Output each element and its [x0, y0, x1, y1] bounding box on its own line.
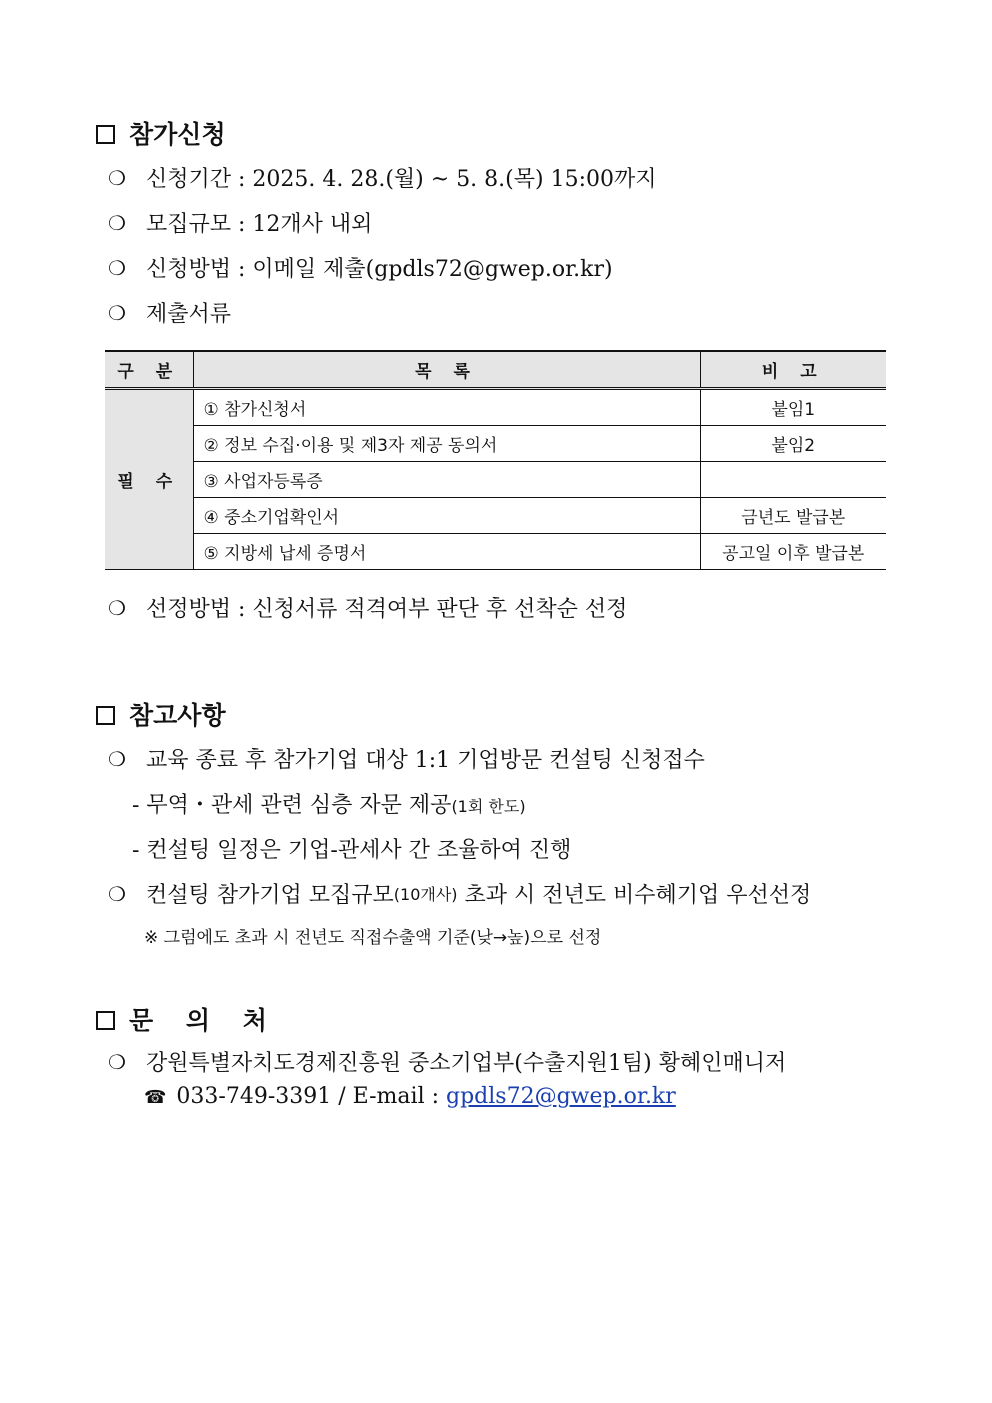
circle-bullet-icon: ❍ [108, 255, 126, 280]
selection-method: ❍ 선정방법 : 신청서류 적격여부 판단 후 선착순 선정 [108, 595, 628, 622]
row-item: ③ 사업자등록증 [193, 462, 700, 498]
circle-bullet-icon: ❍ [108, 300, 126, 325]
table-row [105, 426, 886, 462]
apply-period: ❍ 신청기간 : 2025. 4. 28.(월) ~ 5. 8.(목) 15:00까지 [108, 165, 657, 192]
header-note: 비 고 [700, 351, 886, 389]
table-row [105, 534, 886, 570]
reference-dash-1: - 무역・관세 관련 심층 자문 제공(1회 한도) [132, 793, 526, 818]
row-item: ② 정보 수집·이용 및 제3자 제공 동의서 [193, 426, 700, 462]
section-title-reference: 참고사항 [96, 696, 226, 732]
circle-bullet-icon: ❍ [108, 1049, 126, 1074]
category-required: 필 수 [105, 389, 193, 570]
table-row [105, 389, 886, 426]
section-title-apply: 참가신청 [96, 115, 226, 151]
row-item: ① 참가신청서 [193, 389, 700, 426]
row-item: ④ 중소기업확인서 [193, 498, 700, 534]
circle-bullet-icon: ❍ [108, 595, 126, 620]
square-icon [96, 125, 115, 144]
header-list: 목 록 [193, 351, 700, 389]
row-note: 금년도 발급본 [700, 498, 886, 534]
row-note: 공고일 이후 발급본 [700, 534, 886, 570]
reference-note: ※ 그럼에도 초과 시 전년도 직접수출액 기준(낮→높)으로 선정 [144, 928, 602, 948]
square-icon [96, 706, 115, 725]
circle-bullet-icon: ❍ [108, 210, 126, 235]
circle-bullet-icon: ❍ [108, 746, 126, 771]
table-row [105, 462, 886, 498]
email-link[interactable]: gpdls72@gwep.or.kr [446, 1084, 676, 1109]
table-header-row [105, 351, 886, 389]
apply-scale: ❍ 모집규모 : 12개사 내외 [108, 210, 373, 237]
table-row [105, 498, 886, 534]
reference-dash-2: - 컨설팅 일정은 기업-관세사 간 조율하여 진행 [132, 838, 572, 863]
reference-item-priority: ❍ 컨설팅 참가기업 모집규모 (10개사) 초과 시 전년도 비수혜기업 우선선정 [108, 881, 812, 908]
reference-item-consulting: ❍ 교육 종료 후 참가기업 대상 1:1 기업방문 컨설팅 신청접수 [108, 746, 705, 773]
row-item: ⑤ 지방세 납세 증명서 [193, 534, 700, 570]
header-category: 구 분 [105, 351, 193, 389]
circle-bullet-icon: ❍ [108, 165, 126, 190]
apply-method: ❍ 신청방법 : 이메일 제출(gpdls72@gwep.or.kr) [108, 255, 613, 282]
row-note [700, 462, 886, 498]
row-note: 붙임1 [700, 389, 886, 426]
contact-org: ❍ 강원특별자치도경제진흥원 중소기업부(수출지원1팀) 황혜인매니저 [108, 1049, 787, 1076]
row-note: 붙임2 [700, 426, 886, 462]
phone-icon: ☎ [144, 1087, 167, 1108]
documents-table [105, 350, 886, 570]
section-title-contact: 문 의 처 [96, 1001, 279, 1037]
contact-phone-email: ☎ 033-749-3391 / E-mail : gpdls72@gwep.or.kr [144, 1084, 676, 1109]
square-icon [96, 1011, 115, 1030]
apply-documents: ❍ 제출서류 [108, 300, 232, 327]
circle-bullet-icon: ❍ [108, 881, 126, 906]
